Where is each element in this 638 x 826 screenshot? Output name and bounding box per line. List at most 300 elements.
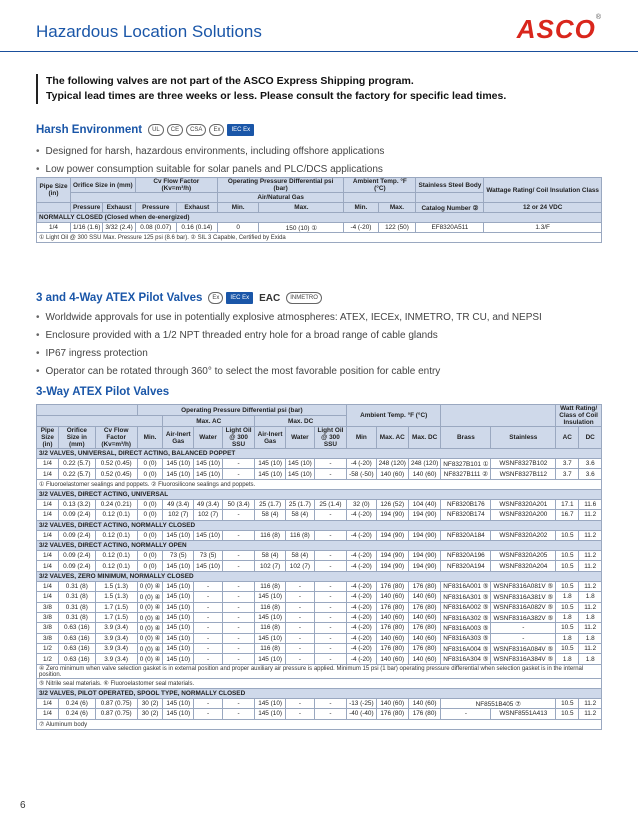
cell: 0 (0) — [137, 530, 163, 540]
col-wattage: Wattage Rating/ Coil Insulation Class — [484, 178, 602, 203]
cell: 140 (60) — [408, 469, 440, 479]
cell: 176 (80) — [408, 602, 440, 612]
cell: 145 (10) — [255, 654, 286, 664]
group-row: 3/2 VALVES, PILOT OPERATED, SPOOL TYPE, NORMALLY CLOSED — [37, 688, 602, 698]
cell: 0.52 (0.45) — [95, 469, 137, 479]
cell: 248 (120) — [408, 459, 440, 469]
cell: 1.8 — [556, 612, 579, 622]
cell: - — [286, 581, 315, 591]
cell: 145 (10) — [163, 709, 194, 719]
cell: WSNF8327B112 — [491, 469, 556, 479]
cell: -4 (-20) — [347, 644, 377, 654]
iecex-cert-icon: IEC Ex — [226, 292, 253, 304]
cell: 0.63 (16) — [58, 654, 95, 664]
cell: 17.1 — [556, 499, 579, 509]
table-row — [37, 561, 602, 571]
table-row — [37, 644, 602, 654]
table-row — [37, 623, 602, 633]
cell: 0.24 (6) — [58, 709, 95, 719]
bullet-item: • IP67 ingress protection — [36, 345, 542, 363]
col-header: Min. — [137, 427, 163, 449]
cell: 11.6 — [579, 499, 602, 509]
cell: 122 (50) — [378, 223, 416, 233]
cell: -4 (-20) — [347, 550, 377, 560]
cell: WSNF8316A384V ⑤ — [491, 654, 556, 664]
col-header: DC — [579, 427, 602, 449]
cell: 116 (8) — [286, 530, 315, 540]
cell: -4 (-20) — [344, 223, 378, 233]
cell: - — [286, 612, 315, 622]
cell: 1/4 — [37, 581, 59, 591]
col-max-dc: Max. DC — [255, 416, 347, 427]
cell: -4 (-20) — [347, 561, 377, 571]
cell: WSNF8320A202 — [491, 530, 556, 540]
cell: 0.22 (5.7) — [58, 469, 95, 479]
cell: - — [314, 709, 346, 719]
cell: - — [314, 561, 346, 571]
cell: 140 (60) — [408, 654, 440, 664]
col-catalog: Catalog Number ② — [416, 203, 484, 213]
cell: - — [314, 644, 346, 654]
cell: 145 (10) — [286, 469, 315, 479]
table-footnote: ⑤ Nitrile seal materials. ⑥ Fluoroelastomer seal materials. — [37, 678, 602, 688]
col-opd: Operating Pressure Differential psi (bar) — [217, 178, 343, 193]
cell: 0 (0) — [137, 499, 163, 509]
col-header: Air-Inert Gas — [255, 427, 286, 449]
col-air-gas: Air/Natural Gas — [217, 193, 343, 203]
cell: WSNF8320A201 — [491, 499, 556, 509]
cell: 0 (0) — [137, 469, 163, 479]
cell: 1/4 — [37, 510, 59, 520]
cell: 116 (8) — [255, 623, 286, 633]
cell: 126 (52) — [376, 499, 408, 509]
cell: -4 (-20) — [347, 459, 377, 469]
iecex-cert-icon: IEC Ex — [227, 124, 254, 136]
cell: - — [314, 623, 346, 633]
col-header: Water — [194, 427, 223, 449]
group-row: 3/2 VALVES, DIRECT ACTING, UNIVERSAL — [37, 489, 602, 499]
lead-time-notice — [36, 74, 506, 104]
cell: 0.09 (2.4) — [58, 510, 95, 520]
blank — [441, 405, 556, 427]
cell: 58 (4) — [286, 510, 315, 520]
cell: - — [314, 459, 346, 469]
cell: 145 (10) — [163, 530, 194, 540]
col-watt: Watt Rating/ Class of Coil Insulation — [556, 405, 602, 427]
cell: 0.31 (8) — [58, 602, 95, 612]
cell: -4 (-20) — [347, 530, 377, 540]
cell: - — [314, 510, 346, 520]
cell: WSNF8320A205 — [491, 550, 556, 560]
cell: 1.8 — [579, 612, 602, 622]
cell: - — [314, 592, 346, 602]
bullet-item: • Enclosure provided with a 1/2 NPT threaded entry hole for a broad range of cable glands — [36, 327, 542, 345]
col-header: Stainless — [491, 427, 556, 449]
eac-cert-icon: EAC — [259, 293, 281, 304]
ex-cert-icon: Ex — [209, 124, 224, 136]
col-exhaust: Exhaust — [176, 203, 217, 213]
cell: 102 (7) — [194, 510, 223, 520]
cell: WSNF8551A413 — [491, 709, 556, 719]
blank — [344, 193, 416, 203]
bullet-item: • Low power consumption suitable for solar panels and PLC/DCS applications — [36, 161, 384, 179]
cell: 0 (0) — [137, 561, 163, 571]
three-way-table — [36, 404, 602, 730]
cell: 10.5 — [556, 623, 579, 633]
cell: 11.2 — [579, 530, 602, 540]
cell: 50 (3.4) — [222, 499, 254, 509]
col-min: Min. — [217, 203, 259, 213]
table-row — [37, 510, 602, 520]
col-amb-min: Min. — [344, 203, 378, 213]
cell: - — [222, 530, 254, 540]
cell: 32 (0) — [347, 499, 377, 509]
col-cv: Cv Flow Factor (Kv=m³/h) — [135, 178, 217, 193]
cell: WSNF8320A204 — [491, 561, 556, 571]
cell: 1.8 — [556, 592, 579, 602]
bullet-item: • Operator can be rotated through 360° to select the most favorable position for cable entry — [36, 363, 542, 381]
cell: - — [314, 530, 346, 540]
cell: - — [314, 602, 346, 612]
cell: 10.5 — [556, 644, 579, 654]
cell: 25 (1.7) — [286, 499, 315, 509]
cell: WSNF8316A081V ⑤ — [491, 581, 556, 591]
cell: 3.7 — [556, 459, 579, 469]
cell: - — [222, 581, 254, 591]
table-row — [37, 709, 602, 719]
col-ss-body: Stainless Steel Body — [416, 178, 484, 193]
cell: - — [222, 469, 254, 479]
cell: 145 (10) — [163, 469, 194, 479]
table-row — [37, 223, 602, 233]
cell: 1.7 (1.5) — [95, 602, 137, 612]
cell: WSNF8316A084V ⑤ — [491, 644, 556, 654]
cell: 25 (1.7) — [255, 499, 286, 509]
col-vdc: 12 or 24 VDC — [484, 203, 602, 213]
cell: 0.87 (0.75) — [95, 698, 137, 708]
cell: 140 (60) — [376, 612, 408, 622]
cell: NF8316A303 ⑤ — [441, 633, 491, 643]
cell: 1.8 — [579, 633, 602, 643]
table-row — [37, 550, 602, 560]
cell: NF8316A002 ⑤ — [441, 602, 491, 612]
cell: - — [194, 602, 223, 612]
table-footnote: ④ Zero minimum when valve selection gasket is in external position and proper auxiliary air pressure is applied. Minimum 15 psi (1 bar) operating pressure differential when selection gasket is in the internal position. — [37, 664, 602, 678]
cell: - — [441, 709, 491, 719]
cell: 0.16 (0.14) — [176, 223, 217, 233]
ce-cert-icon: CE — [167, 124, 183, 136]
cell: NF8551B405 ⑦ — [441, 698, 556, 708]
blank — [416, 193, 484, 203]
cell: 145 (10) — [163, 592, 194, 602]
group-row: 3/2 VALVES, DIRECT ACTING, NORMALLY OPEN — [37, 540, 602, 550]
cell: 1/4 — [37, 698, 59, 708]
cell: 0 (0) ④ — [137, 592, 163, 602]
cell: - — [314, 698, 346, 708]
table-row — [37, 459, 602, 469]
cell: - — [222, 459, 254, 469]
group-row: 3/2 VALVES, ZERO MINIMUM, NORMALLY CLOSED — [37, 571, 602, 581]
cell: 176 (80) — [408, 623, 440, 633]
cell: 0.12 (0.1) — [95, 530, 137, 540]
table-footnote: ① Light Oil @ 300 SSU Max. Pressure 125 psi (8.6 bar). ② SIL 3 Capable, Certified by Exida — [37, 233, 602, 243]
cell: 176 (80) — [376, 709, 408, 719]
cell: 11.2 — [579, 561, 602, 571]
cell: 1/2 — [37, 644, 59, 654]
cell: 10.5 — [556, 530, 579, 540]
cell: - — [222, 510, 254, 520]
cell: 150 (10) ① — [259, 223, 344, 233]
cell: 3/8 — [37, 612, 59, 622]
cell: 11.2 — [579, 709, 602, 719]
cell: 0.31 (8) — [58, 581, 95, 591]
cell: 194 (90) — [376, 510, 408, 520]
notice-line-1: The following valves are not part of the ASCO Express Shipping program. — [46, 75, 414, 87]
harsh-environment-table — [36, 177, 602, 243]
cell: WSNF8316A381V ⑤ — [491, 592, 556, 602]
col-exhaust: Exhaust — [103, 203, 135, 213]
cell: 140 (60) — [408, 612, 440, 622]
cell: 140 (60) — [408, 592, 440, 602]
cell: 0.24 (0.21) — [95, 499, 137, 509]
cell: - — [194, 612, 223, 622]
cell: NF8316A301 ⑤ — [441, 592, 491, 602]
cell: 58 (4) — [255, 510, 286, 520]
cell: -4 (-20) — [347, 592, 377, 602]
cell: NF8320B174 — [441, 510, 491, 520]
cell: 0 (0) — [137, 550, 163, 560]
cell: 0 (0) ④ — [137, 633, 163, 643]
page-header — [0, 0, 638, 52]
cell: 145 (10) — [163, 612, 194, 622]
cell: - — [286, 592, 315, 602]
col-max: Max. — [259, 203, 344, 213]
harsh-bullets — [36, 143, 384, 179]
cell: 10.5 — [556, 709, 579, 719]
cell: - — [314, 633, 346, 643]
cell: 1/4 — [37, 709, 59, 719]
cell: 140 (60) — [376, 592, 408, 602]
cell: 176 (80) — [408, 644, 440, 654]
cell: 58 (4) — [255, 550, 286, 560]
cell: 30 (2) — [137, 709, 163, 719]
cell: 10.5 — [556, 581, 579, 591]
cell: 145 (10) — [255, 709, 286, 719]
cell: 0.12 (0.1) — [95, 510, 137, 520]
col-header: Min — [347, 427, 377, 449]
cell: 25 (1.4) — [314, 499, 346, 509]
cell: -4 (-20) — [347, 654, 377, 664]
cell: - — [491, 623, 556, 633]
cell: 1/4 — [37, 469, 59, 479]
cell: - — [194, 654, 223, 664]
cell: 116 (8) — [255, 602, 286, 612]
cell: 1/4 — [37, 223, 71, 233]
cell: 145 (10) — [194, 459, 223, 469]
cell: 0 (0) ④ — [137, 623, 163, 633]
cell: 3.7 — [556, 469, 579, 479]
col-header: Air-Inert Gas — [163, 427, 194, 449]
cell: 145 (10) — [163, 623, 194, 633]
cell: 1.8 — [556, 654, 579, 664]
cell: -58 (-50) — [347, 469, 377, 479]
cell: 3.9 (3.4) — [95, 644, 137, 654]
col-header: Cv Flow Factor (Kv=m³/h) — [95, 427, 137, 449]
table-row — [37, 602, 602, 612]
cell: - — [222, 654, 254, 664]
cell: - — [286, 654, 315, 664]
cell: 1/4 — [37, 530, 59, 540]
cell: 145 (10) — [194, 469, 223, 479]
cell: NF8316A003 ⑤ — [441, 623, 491, 633]
cell: 145 (10) — [163, 602, 194, 612]
cell: NF8316A004 ⑤ — [441, 644, 491, 654]
cell: 73 (5) — [194, 550, 223, 560]
atex-heading: 3 and 4-Way ATEX Pilot Valves Ex IEC Ex EAC INMETRO — [36, 292, 322, 304]
group-row: NORMALLY CLOSED (Closed when de-energized) — [37, 213, 602, 223]
cell: WSNF8316A382V ⑤ — [491, 612, 556, 622]
cell: NF8316A302 ⑤ — [441, 612, 491, 622]
cell: 140 (60) — [408, 698, 440, 708]
cell: - — [222, 698, 254, 708]
cert-icons — [208, 292, 321, 304]
cell: - — [286, 644, 315, 654]
cell: 0 (0) ④ — [137, 644, 163, 654]
blank — [37, 203, 71, 213]
cell: 0.31 (8) — [58, 612, 95, 622]
group-row: 3/2 VALVES, DIRECT ACTING, NORMALLY CLOSED — [37, 520, 602, 530]
cell: 0.24 (6) — [58, 698, 95, 708]
blank — [37, 416, 163, 427]
atex-bullets — [36, 309, 542, 381]
page-number: 6 — [20, 800, 26, 811]
col-amb-max: Max. — [378, 203, 416, 213]
cell: -13 (-25) — [347, 698, 377, 708]
cell: 3.9 (3.4) — [95, 654, 137, 664]
cell: 1/2 — [37, 654, 59, 664]
cell: WSNF8327B102 — [491, 459, 556, 469]
cell: 1/4 — [37, 550, 59, 560]
cell: 1.8 — [579, 592, 602, 602]
cell: 0.12 (0.1) — [95, 561, 137, 571]
cell: NF8327B111 ② — [441, 469, 491, 479]
table-footnote: ① Fluoroelastomer sealings and poppets. ② Fluorosilicone sealings and poppets. — [37, 479, 602, 489]
cell: - — [314, 612, 346, 622]
csa-cert-icon: CSA — [186, 124, 206, 136]
cell: -40 (-40) — [347, 709, 377, 719]
cell: 3/8 — [37, 602, 59, 612]
cell: 140 (60) — [408, 633, 440, 643]
table-row — [37, 612, 602, 622]
cell: NF8320B176 — [441, 499, 491, 509]
cell: 145 (10) — [255, 459, 286, 469]
cell: - — [194, 698, 223, 708]
cell: 194 (90) — [376, 550, 408, 560]
cell: EF8320A511 — [416, 223, 484, 233]
cell: 0.63 (16) — [58, 623, 95, 633]
cell: 10.5 — [556, 550, 579, 560]
cell: 58 (4) — [286, 550, 315, 560]
cell: 0 (0) — [137, 459, 163, 469]
cell: 176 (80) — [376, 602, 408, 612]
cell: 3.9 (3.4) — [95, 633, 137, 643]
cell: 11.2 — [579, 602, 602, 612]
col-ambient: Ambient Temp. °F (°C) — [347, 405, 441, 427]
cell: 0 (0) ④ — [137, 654, 163, 664]
cell: 73 (5) — [163, 550, 194, 560]
table-row — [37, 633, 602, 643]
cell: 11.2 — [579, 644, 602, 654]
cell: 116 (8) — [255, 581, 286, 591]
table-row — [37, 469, 602, 479]
cell: 116 (8) — [255, 530, 286, 540]
ul-cert-icon: UL — [148, 124, 164, 136]
col-header: Orifice Size in (mm) — [58, 427, 95, 449]
table-row — [37, 654, 602, 664]
cell: - — [286, 633, 315, 643]
cell: 0 (0) — [137, 510, 163, 520]
col-header: Light Oil @ 300 SSU — [222, 427, 254, 449]
cell: 194 (90) — [376, 561, 408, 571]
cell: 3/8 — [37, 623, 59, 633]
cell: -4 (-20) — [347, 581, 377, 591]
cell: 0 — [217, 223, 259, 233]
cell: 145 (10) — [286, 459, 315, 469]
cell: 0.09 (2.4) — [58, 550, 95, 560]
cell: NF8327B101 ① — [441, 459, 491, 469]
col-header: AC — [556, 427, 579, 449]
cell: 145 (10) — [194, 561, 223, 571]
col-opd: Operating Pressure Differential psi (bar) — [137, 405, 346, 416]
cell: 140 (60) — [376, 654, 408, 664]
table-row — [37, 499, 602, 509]
cell: 30 (2) — [137, 698, 163, 708]
cell: 145 (10) — [255, 592, 286, 602]
cell: 0.13 (3.2) — [58, 499, 95, 509]
cell: 145 (10) — [255, 469, 286, 479]
cell: - — [314, 654, 346, 664]
cell: 140 (60) — [376, 698, 408, 708]
cell: 102 (7) — [163, 510, 194, 520]
cell: -4 (-20) — [347, 623, 377, 633]
col-pressure: Pressure — [135, 203, 176, 213]
cell: 176 (80) — [376, 644, 408, 654]
cell: 194 (90) — [376, 530, 408, 540]
harsh-environment-heading: Harsh Environment UL CE CSA Ex IEC Ex — [36, 124, 254, 136]
cell: 102 (7) — [255, 561, 286, 571]
cell: - — [491, 633, 556, 643]
cell: WSNF8320A200 — [491, 510, 556, 520]
table-row — [37, 581, 602, 591]
cell: 176 (80) — [376, 623, 408, 633]
cell: 194 (90) — [408, 550, 440, 560]
cell: 1.3/F — [484, 223, 602, 233]
cell: 176 (80) — [376, 581, 408, 591]
cell: - — [194, 709, 223, 719]
cell: 1.8 — [556, 633, 579, 643]
cell: - — [194, 592, 223, 602]
cell: 3/32 (2.4) — [103, 223, 135, 233]
cell: 0.87 (0.75) — [95, 709, 137, 719]
cell: - — [286, 698, 315, 708]
cert-icons — [148, 124, 254, 136]
cell: 145 (10) — [194, 530, 223, 540]
cell: 176 (80) — [408, 709, 440, 719]
cell: 1.5 (1.3) — [95, 592, 137, 602]
cell: 116 (8) — [255, 644, 286, 654]
cell: 248 (120) — [376, 459, 408, 469]
cell: - — [222, 644, 254, 654]
